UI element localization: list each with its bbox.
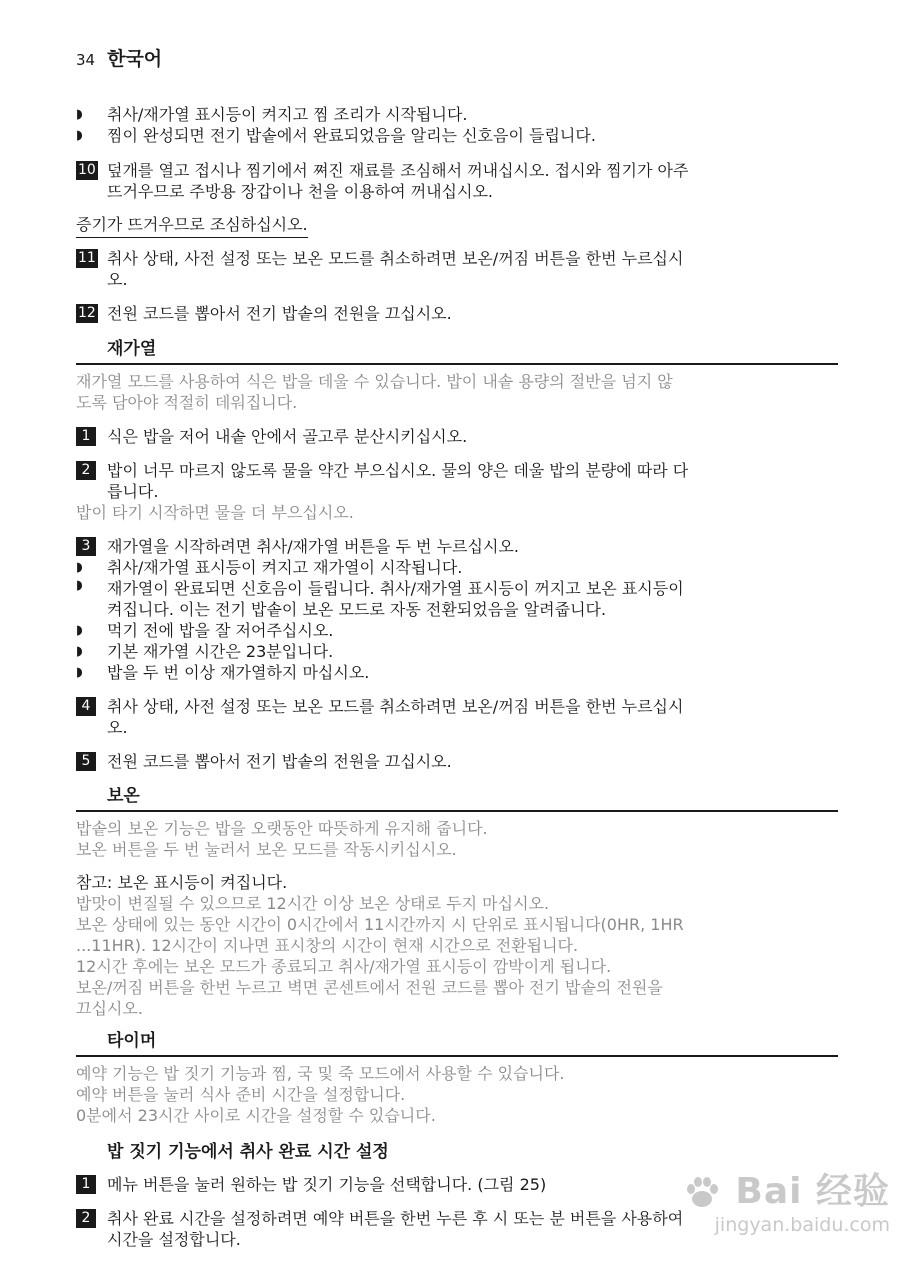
intro-text: 예약 버튼을 눌러 식사 준비 시간을 설정합니다. bbox=[76, 1085, 406, 1104]
bullet-text: 켜집니다. 이는 전기 밥솥이 보온 모드로 자동 전환되었음을 알려줍니다. bbox=[107, 600, 607, 619]
section-title-reheat: 재가열 bbox=[76, 337, 838, 365]
watermark-logo-text: Bai 经验 bbox=[735, 1171, 890, 1212]
bullet-item bbox=[76, 578, 838, 620]
baidu-watermark bbox=[682, 1163, 890, 1236]
step-11 bbox=[76, 248, 838, 290]
step-text: 메뉴 버튼을 눌러 원하는 밥 짓기 기능을 선택합니다. (그림 25) bbox=[107, 1175, 547, 1194]
reheat-intro bbox=[76, 371, 838, 413]
bullet-item: ◗ 찜이 완성되면 전기 밥솥에서 완료되었음을 알리는 신호음이 들립니다. bbox=[76, 125, 838, 146]
step-text: 뜨거우므로 주방용 장갑이나 천을 이용하여 꺼내십시오. bbox=[107, 182, 494, 201]
reheat-step-5 bbox=[76, 751, 838, 772]
paw-icon bbox=[682, 1173, 722, 1213]
section-title-keepwarm: 보온 bbox=[76, 784, 838, 812]
step-number: 2 bbox=[76, 1209, 96, 1228]
step-text: 재가열을 시작하려면 취사/재가열 버튼을 두 번 누르십시오. bbox=[107, 537, 519, 556]
step-number: 5 bbox=[76, 752, 96, 771]
step-number: 1 bbox=[76, 427, 96, 446]
keepwarm-notes bbox=[76, 872, 838, 1019]
step-text: 오. bbox=[107, 270, 128, 289]
step-text: 시간을 설정합니다. bbox=[107, 1230, 241, 1249]
step-number: 4 bbox=[76, 697, 96, 716]
intro-text: 도록 담아야 적절히 데워집니다. bbox=[76, 393, 298, 412]
reheat-step-3 bbox=[76, 536, 838, 557]
bullet-item: ◗ 취사/재가열 표시등이 켜지고 찜 조리가 시작됩니다. bbox=[76, 104, 838, 125]
intro-text: 밥솥의 보온 기능은 밥을 오랫동안 따뜻하게 유지해 줍니다. bbox=[76, 819, 488, 838]
step-text: 오. bbox=[107, 718, 128, 737]
warning bbox=[76, 214, 838, 238]
watermark-url: jingyan.baidu.com bbox=[714, 1214, 890, 1236]
intro-text: 보온 버튼을 두 번 눌러서 보온 모드를 작동시키십시오. bbox=[76, 840, 457, 859]
intro-text: 재가열 모드를 사용하여 식은 밥을 데울 수 있습니다. 밥이 내솥 용량의 절반을 넘지 않 bbox=[76, 372, 673, 391]
timer-intro bbox=[76, 1063, 838, 1126]
step-text: 릅니다. bbox=[107, 482, 159, 501]
page-content bbox=[76, 96, 838, 1250]
step-number: 3 bbox=[76, 537, 96, 556]
reheat-bullets bbox=[76, 557, 838, 683]
reheat-step-2 bbox=[76, 460, 838, 502]
reheat-step-4 bbox=[76, 696, 838, 738]
watermark-logo bbox=[682, 1163, 890, 1214]
step-text: 취사 상태, 사전 설정 또는 보온 모드를 취소하려면 보온/꺼짐 버튼을 한번 누르십시 bbox=[107, 697, 684, 716]
steam-bullets bbox=[76, 104, 838, 146]
intro-text: 0분에서 23시간 사이로 시간을 설정할 수 있습니다. bbox=[76, 1106, 436, 1125]
warning-text: 증기가 뜨거우므로 조심하십시오. bbox=[76, 214, 308, 238]
step-text: 전원 코드를 뽑아서 전기 밥솥의 전원을 끄십시오. bbox=[107, 304, 452, 323]
page-number: 34 bbox=[76, 51, 96, 69]
bullet-item: ◗ 취사/재가열 표시등이 켜지고 재가열이 시작됩니다. bbox=[76, 557, 838, 578]
section-title-timer: 타이머 bbox=[76, 1029, 838, 1057]
step-number: 2 bbox=[76, 461, 96, 480]
reheat-note: 밥이 타기 시작하면 물을 더 부으십시오. bbox=[76, 503, 354, 522]
bullet-item: ◗ 먹기 전에 밥을 잘 저어주십시오. bbox=[76, 620, 838, 641]
step-number: 11 bbox=[78, 250, 96, 266]
note-text: 밥맛이 변질될 수 있으므로 12시간 이상 보온 상태로 두지 마십시오. bbox=[76, 894, 550, 913]
step-text: 전원 코드를 뽑아서 전기 밥솥의 전원을 끄십시오. bbox=[107, 752, 452, 771]
step-text: 밥이 너무 마르지 않도록 물을 약간 부으십시오. 물의 양은 데울 밥의 분량에 따라 다 bbox=[107, 461, 689, 480]
step-10 bbox=[76, 160, 838, 202]
step-text: 취사 완료 시간을 설정하려면 예약 버튼을 한번 누른 후 시 또는 분 버튼을 사용하여 bbox=[107, 1209, 684, 1228]
step-number: 10 bbox=[78, 162, 96, 178]
step-number: 1 bbox=[76, 1175, 96, 1194]
bullet-item: ◗ 밥을 두 번 이상 재가열하지 마십시오. bbox=[76, 662, 838, 683]
page-header bbox=[76, 44, 162, 71]
step-text: 덮개를 열고 접시나 찜기에서 쪄진 재료를 조심해서 꺼내십시오. 접시와 찜기가 아주 bbox=[107, 161, 689, 180]
note-text: ...11HR). 12시간이 지나면 표시창의 시간이 현재 시간으로 전환됩니다. bbox=[76, 936, 579, 955]
step-text: 식은 밥을 저어 내솥 안에서 골고루 분산시키십시오. bbox=[107, 427, 468, 446]
keepwarm-intro bbox=[76, 818, 838, 860]
bullet-text: ◗ 재가열이 완료되면 신호음이 들립니다. 취사/재가열 표시등이 꺼지고 보온 표시등이 bbox=[107, 579, 684, 598]
subsection-title: 밥 짓기 기능에서 취사 완료 시간 설정 bbox=[107, 1142, 389, 1162]
note-label: 참고: 보온 표시등이 켜집니다. bbox=[76, 873, 288, 892]
note-text: 끄십시오. bbox=[76, 999, 143, 1018]
bullet-item: ◗ 기본 재가열 시간은 23분입니다. bbox=[76, 641, 838, 662]
step-text: 취사 상태, 사전 설정 또는 보온 모드를 취소하려면 보온/꺼짐 버튼을 한번 누르십시 bbox=[107, 249, 684, 268]
page-language: 한국어 bbox=[107, 48, 163, 70]
note-text: 12시간 후에는 보온 모드가 종료되고 취사/재가열 표시등이 깜박이게 됩니다. bbox=[76, 957, 612, 976]
note-text: 보온/꺼짐 버튼을 한번 누르고 벽면 콘센트에서 전원 코드를 뽑아 전기 밥솥의 전원을 bbox=[76, 978, 663, 997]
step-12 bbox=[76, 303, 838, 324]
note-text: 보온 상태에 있는 동안 시간이 0시간에서 11시간까지 시 단위로 표시됩니다(0HR, 1HR bbox=[76, 915, 684, 934]
reheat-step-1 bbox=[76, 426, 838, 447]
step-number: 12 bbox=[78, 305, 96, 321]
intro-text: 예약 기능은 밥 짓기 기능과 찜, 국 및 죽 모드에서 사용할 수 있습니다. bbox=[76, 1064, 565, 1083]
